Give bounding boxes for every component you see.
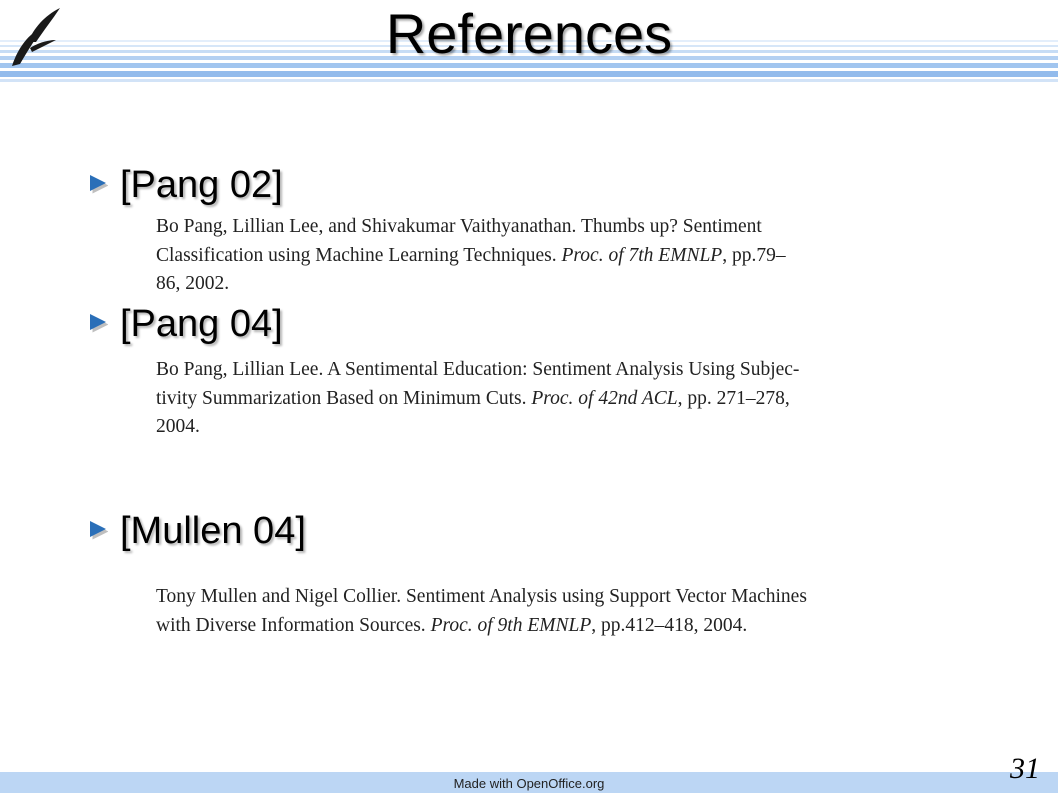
citation-line xyxy=(156,583,1006,612)
citation-text: 86, 2002. xyxy=(156,273,230,294)
triangle-bullet-icon xyxy=(88,312,108,334)
reference-citation xyxy=(156,356,1006,442)
citation-line xyxy=(156,413,1006,442)
citation-line xyxy=(156,612,1006,641)
reference-key: [Pang 02] xyxy=(120,164,283,206)
citation-line xyxy=(156,242,1006,271)
reference-citation xyxy=(156,583,1006,640)
citation-text: Bo Pang, Lillian Lee, and Shivakumar Vaithyanathan. Thumbs up? Sentiment xyxy=(156,216,762,237)
citation-text: Classification using Machine Learning Techniques. xyxy=(156,244,562,266)
citation-line xyxy=(156,213,1006,242)
citation-line xyxy=(156,385,1006,414)
page-title: References xyxy=(385,2,673,65)
page-number: 31 xyxy=(1010,752,1040,785)
triangle-bullet-icon xyxy=(88,173,108,195)
citation-text: tivity Summarization Based on Minimum Cuts. xyxy=(156,387,532,409)
reference-citation xyxy=(156,213,1006,299)
reference-key: [Pang 04] xyxy=(120,303,283,345)
citation-text: , pp. 271–278, xyxy=(677,387,790,409)
triangle-bullet-icon xyxy=(88,519,108,541)
footer-text: Made with OpenOffice.org xyxy=(453,776,605,791)
citation-text: , pp.79– xyxy=(722,244,786,266)
citation-line xyxy=(156,270,1006,299)
citation-venue: Proc. of 9th EMNLP xyxy=(430,614,592,636)
citation-text: Bo Pang, Lillian Lee. A Sentimental Education: Sentiment Analysis Using Subjec- xyxy=(156,359,800,380)
citation-venue: Proc. of 42nd ACL xyxy=(531,387,678,409)
citation-venue: Proc. of 7th EMNLP xyxy=(561,244,723,266)
citation-line xyxy=(156,356,1006,385)
citation-text: 2004. xyxy=(156,416,200,437)
reference-key: [Mullen 04] xyxy=(120,510,306,552)
citation-text: , pp.412–418, 2004. xyxy=(591,614,748,636)
citation-text: with Diverse Information Sources. xyxy=(156,614,431,636)
citation-text: Tony Mullen and Nigel Collier. Sentiment Analysis using Support Vector Machines xyxy=(156,586,807,607)
